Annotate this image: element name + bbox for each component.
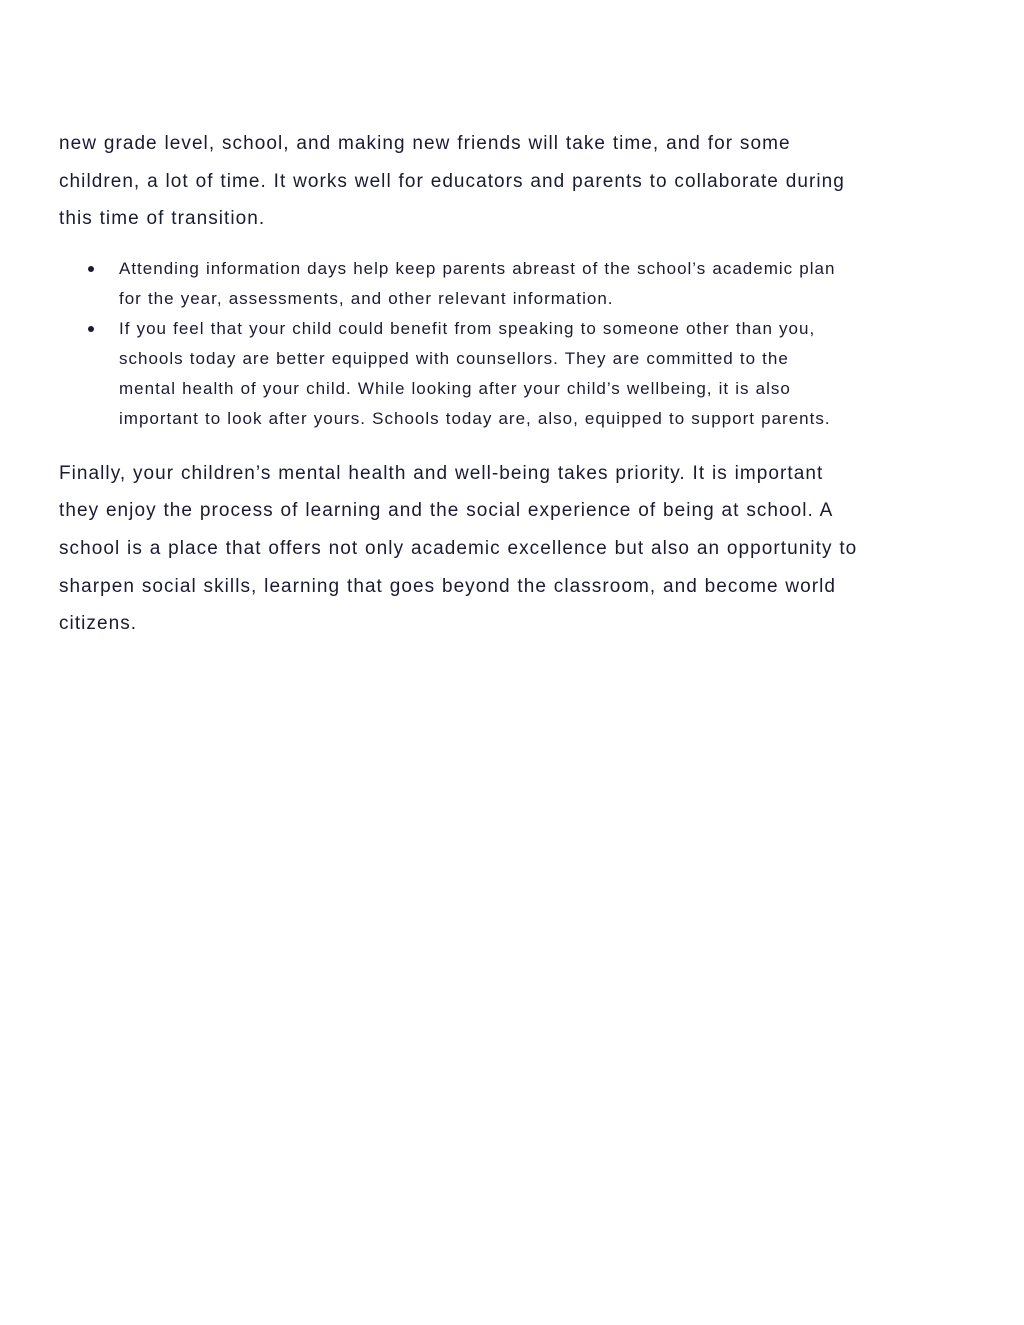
bullet-line: for the year, assessments, and other relevant information. [119, 288, 614, 308]
bullet-item-counsellors [59, 314, 959, 434]
paragraph-line: sharpen social skills, learning that goes beyond the classroom, and become world [59, 575, 837, 597]
paragraph-line: this time of transition. [59, 208, 266, 230]
paragraph-line: Finally, your children’s mental health and well-being takes priority. It is important [59, 462, 824, 484]
paragraph-line: school is a place that offers not only academic excellence but also an opportunity to [59, 537, 858, 559]
bullet-line: If you feel that your child could benefit from speaking to someone other than you, [119, 318, 816, 338]
bullet-line: mental health of your child. While looking after your child’s wellbeing, it is also [119, 378, 791, 398]
paragraph-line: they enjoy the process of learning and the social experience of being at school. A [59, 500, 834, 522]
bullet-line: Attending information days help keep parents abreast of the school’s academic plan [119, 258, 836, 278]
bullet-dot-icon [88, 266, 94, 272]
bullet-item-information-days [59, 254, 959, 314]
intro-paragraph [59, 125, 959, 238]
paragraph-line: children, a lot of time. It works well for educators and parents to collaborate during [59, 170, 845, 192]
bullet-line: schools today are better equipped with counsellors. They are committed to the [119, 348, 789, 368]
bullet-line: important to look after yours. Schools today are, also, equipped to support parents. [119, 408, 831, 428]
paragraph-line: citizens. [59, 613, 138, 635]
document-body [59, 125, 959, 643]
paragraph-line: new grade level, school, and making new friends will take time, and for some [59, 133, 791, 154]
bullet-dot-icon [88, 326, 94, 332]
closing-paragraph [59, 455, 959, 643]
bullet-list [59, 254, 959, 434]
